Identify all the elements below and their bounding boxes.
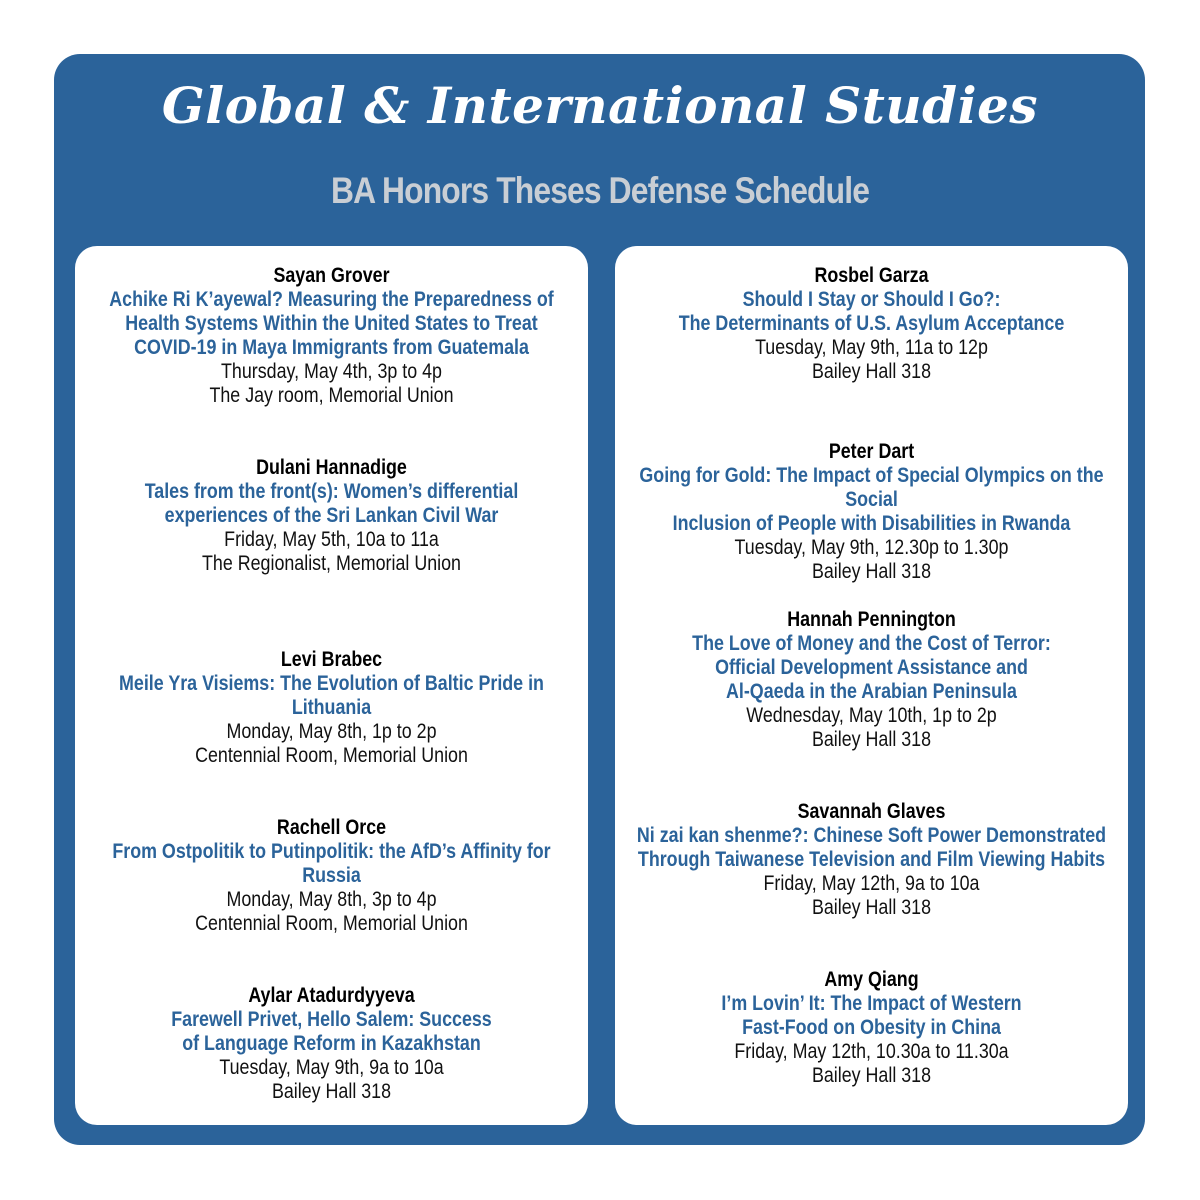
page-title: Global & International Studies [161, 76, 1039, 135]
defense-location: The Jay room, Memorial Union [209, 384, 454, 407]
thesis-title-line: experiences of the Sri Lankan Civil War [164, 504, 499, 527]
thesis-title-line: Through Taiwanese Television and Film Viewing Habits [637, 848, 1106, 871]
schedule-entry [96, 456, 566, 576]
student-name: Amy Qiang [824, 968, 919, 991]
thesis-title-line: The Determinants of U.S. Asylum Acceptance [678, 312, 1065, 335]
defense-date: Friday, May 12th, 9a to 10a [763, 872, 980, 895]
thesis-title-line: Al-Qaeda in the Arabian Peninsula [726, 680, 1017, 703]
thesis-title-line: Tales from the front(s): Women’s differential [144, 480, 519, 503]
thesis-title-line: The Love of Money and the Cost of Terror: [692, 632, 1051, 655]
defense-location: Centennial Room, Memorial Union [195, 744, 468, 767]
thesis-title-line: Official Development Assistance and [715, 656, 1028, 679]
student-name: Peter Dart [828, 440, 915, 463]
student-name: Savannah Glaves [797, 800, 946, 823]
thesis-title-line: Farewell Privet, Hello Salem: Success [171, 1008, 492, 1031]
defense-date: Friday, May 12th, 10.30a to 11.30a [734, 1040, 1009, 1063]
student-name: Rosbel Garza [814, 264, 929, 287]
student-name: Dulani Hannadige [256, 456, 407, 479]
thesis-title-line: Achike Ri K’ayewal? Measuring the Preparedness of [109, 288, 554, 311]
thesis-title-line: Ni zai kan shenme?: Chinese Soft Power Demonstrated [636, 824, 1107, 847]
defense-location: The Regionalist, Memorial Union [202, 552, 461, 575]
student-name: Levi Brabec [280, 648, 383, 671]
thesis-title-line: COVID-19 in Maya Immigrants from Guatemala [134, 336, 529, 359]
thesis-title-line: Health Systems Within the United States to Treat [125, 312, 538, 335]
thesis-title-line: From Ostpolitik to Putinpolitik: the AfD’s Affinity for Russia [112, 840, 551, 887]
schedule-entry [636, 608, 1106, 752]
student-name: Hannah Pennington [787, 608, 956, 631]
thesis-title-line: Should I Stay or Should I Go?: [742, 288, 1001, 311]
defense-date: Tuesday, May 9th, 12.30p to 1.30p [734, 536, 1009, 559]
defense-date: Friday, May 5th, 10a to 11a [224, 528, 439, 551]
student-name: Rachell Orce [276, 816, 387, 839]
defense-location: Bailey Hall 318 [811, 360, 932, 383]
thesis-title-line: Going for Gold: The Impact of Special Olympics on the Social [639, 464, 1104, 511]
defense-date: Tuesday, May 9th, 11a to 12p [755, 336, 988, 359]
schedule-entry [96, 648, 566, 768]
defense-date: Thursday, May 4th, 3p to 4p [221, 360, 442, 383]
student-name: Aylar Atadurdyyeva [248, 984, 415, 1007]
thesis-title-line: of Language Reform in Kazakhstan [182, 1032, 481, 1055]
page-subtitle: BA Honors Theses Defense Schedule [330, 170, 870, 211]
schedule-entry [636, 440, 1106, 584]
left-schedule-panel [75, 246, 588, 1125]
defense-location: Bailey Hall 318 [811, 1064, 932, 1087]
defense-date: Monday, May 8th, 1p to 2p [226, 720, 437, 743]
student-name: Sayan Grover [273, 264, 390, 287]
schedule-entry [96, 816, 566, 936]
thesis-title-line: I’m Lovin’ It: The Impact of Western [721, 992, 1022, 1015]
thesis-title-line: Fast-Food on Obesity in China [742, 1016, 1001, 1039]
schedule-entry [636, 264, 1106, 384]
defense-location: Bailey Hall 318 [811, 728, 932, 751]
defense-date: Tuesday, May 9th, 9a to 10a [219, 1056, 444, 1079]
defense-location: Centennial Room, Memorial Union [195, 912, 468, 935]
thesis-title-line: Meile Yra Visiems: The Evolution of Baltic Pride in Lithuania [119, 672, 544, 719]
schedule-entry [96, 984, 566, 1104]
defense-location: Bailey Hall 318 [811, 560, 932, 583]
schedule-entry [636, 968, 1106, 1088]
schedule-entry [636, 800, 1106, 920]
defense-date: Monday, May 8th, 3p to 4p [226, 888, 437, 911]
defense-date: Wednesday, May 10th, 1p to 2p [746, 704, 997, 727]
defense-location: Bailey Hall 318 [271, 1080, 392, 1103]
defense-location: Bailey Hall 318 [811, 896, 932, 919]
right-schedule-panel [615, 246, 1128, 1125]
schedule-entry [96, 264, 566, 408]
thesis-title-line: Inclusion of People with Disabilities in Rwanda [672, 512, 1071, 535]
